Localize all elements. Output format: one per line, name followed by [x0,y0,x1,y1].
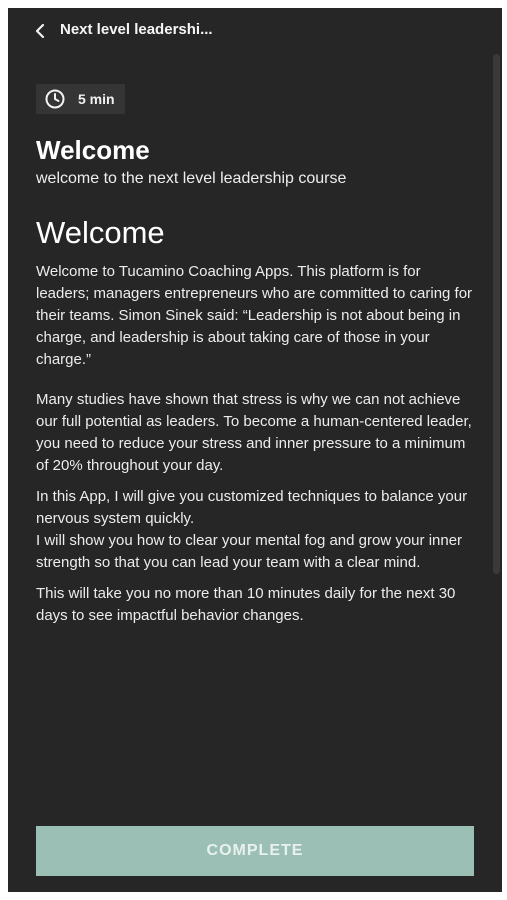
body-paragraph: This will take you no more than 10 minutes daily for the next 30 days to see impactful behavior changes. [36,585,456,624]
section-heading: Welcome [36,215,165,250]
body-paragraph: In this App, I will give you customized techniques to balance your nervous system quickly. I will show you how to clear your mental fog and grow your inner strength so that you can lead your team with a clear mind. [36,488,468,571]
lesson-content [36,84,476,627]
scrollbar[interactable] [493,54,500,574]
duration-badge [36,84,125,114]
chevron-left-icon[interactable] [33,23,47,39]
lesson-subtitle: welcome to the next level leadership course [36,170,347,187]
clock-icon [44,88,66,110]
body-paragraph: Many studies have shown that stress is why we can not achieve our full potential as leaders. To become a human-centered leader, you need to reduce your stress and inner pressure to a minimum of 20% throughout your day. [36,391,472,474]
back-button[interactable] [30,21,50,41]
duration-text: 5 min [78,91,115,107]
lesson-title: Welcome [36,135,150,165]
body-paragraph: Welcome to Tucamino Coaching Apps. This platform is for leaders; managers entrepreneurs who are committed to caring for their teams. Simon Sinek said: “Leadership is not about being in charge, and leadership is about taking care of those in your charge.” [36,263,473,368]
top-bar [8,8,502,54]
lesson-screen [8,8,502,892]
complete-button[interactable]: COMPLETE [36,826,474,876]
page-title: Next level leadershi... [60,21,213,38]
